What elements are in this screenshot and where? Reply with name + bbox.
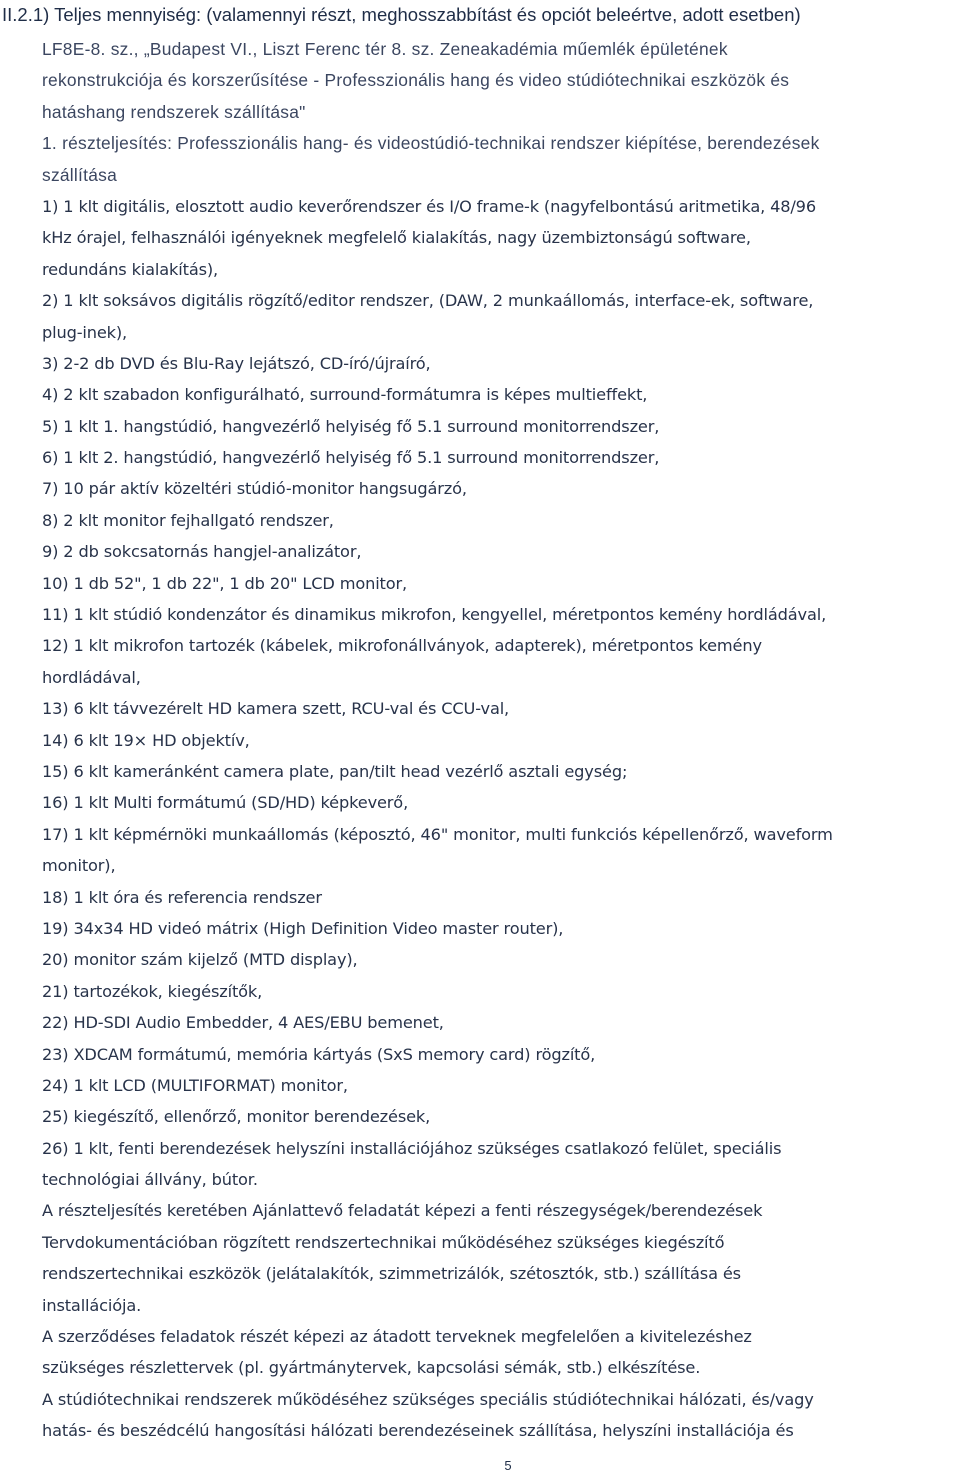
- text-line: 7) 10 pár aktív közeltéri stúdió-monitor hangsugárzó,: [42, 479, 467, 499]
- text-line: hatáshang rendszerek szállítása": [42, 101, 306, 122]
- text-line: szállítása: [42, 164, 117, 185]
- text-line: 17) 1 klt képmérnöki munkaállomás (képosztó, 46" monitor, multi funkciós képellenőrző, waveform: [42, 824, 833, 844]
- text-line: 16) 1 klt Multi formátumú (SD/HD) képkeverő,: [42, 793, 409, 813]
- text-line: 8) 2 klt monitor fejhallgató rendszer,: [42, 510, 334, 530]
- text-line: plug-inek),: [42, 322, 128, 342]
- text-line: 13) 6 klt távvezérelt HD kamera szett, RCU-val és CCU-val,: [42, 699, 510, 719]
- text-line: 11) 1 klt stúdió kondenzátor és dinamikus mikrofon, kengyellel, méretpontos kemény hordládával,: [42, 605, 827, 625]
- text-line: technológiai állvány, bútor.: [42, 1170, 258, 1190]
- text-line: redundáns kialakítás),: [42, 259, 219, 279]
- text-line: LF8E-8. sz., „Budapest VI., Liszt Ferenc tér 8. sz. Zeneakadémia műemlék épületének: [42, 39, 728, 59]
- text-line: 15) 6 klt kameránként camera plate, pan/tilt head vezérlő asztali egység;: [42, 761, 628, 781]
- text-line: installációja.: [42, 1295, 142, 1315]
- text-line: 9) 2 db sokcsatornás hangjel-analizátor,: [42, 542, 362, 562]
- section-heading: II.2.1) Teljes mennyiség: (valamennyi részt, meghosszabbítást és opciót beleértve, adott esetben): [2, 4, 801, 25]
- text-line: hatás- és beszédcélú hangosítási hálózati berendezéseinek szállítása, helyszíni installációja és: [42, 1421, 794, 1441]
- text-line: 12) 1 klt mikrofon tartozék (kábelek, mikrofonállványok, adapterek), méretpontos kemény: [42, 636, 762, 656]
- text-line: 19) 34x34 HD videó mátrix (High Definition Video master router),: [42, 918, 564, 938]
- text-line: A stúdiótechnikai rendszerek működéséhez szükséges speciális stúdiótechnikai hálózati, és/vagy: [42, 1389, 814, 1409]
- text-line: A részteljesítés keretében Ajánlattevő feladatát képezi a fenti részegységek/berendezések: [42, 1201, 763, 1221]
- page-number: 5: [504, 1458, 512, 1473]
- text-line: 21) tartozékok, kiegészítők,: [42, 981, 263, 1001]
- text-line: 20) monitor szám kijelző (MTD display),: [42, 950, 358, 970]
- text-line: A szerződéses feladatok részét képezi az átadott terveknek megfelelően a kivitelezéshez: [42, 1327, 752, 1347]
- text-line: 22) HD-SDI Audio Embedder, 4 AES/EBU bemenet,: [42, 1013, 444, 1033]
- text-line: 23) XDCAM formátumú, memória kártyás (SxS memory card) rögzítő,: [42, 1044, 596, 1064]
- text-line: 5) 1 klt 1. hangstúdió, hangvezérlő helyiség fő 5.1 surround monitorrendszer,: [42, 416, 660, 436]
- text-line: 14) 6 klt 19× HD objektív,: [42, 730, 250, 750]
- text-line: 2) 1 klt soksávos digitális rögzítő/editor rendszer, (DAW, 2 munkaállomás, interface-ek, software,: [42, 291, 814, 311]
- text-line: 4) 2 klt szabadon konfigurálható, surround-formátumra is képes multieffekt,: [42, 385, 648, 405]
- text-line: Tervdokumentációban rögzített rendszertechnikai működéséhez szükséges kiegészítő: [42, 1232, 725, 1252]
- text-line: rendszertechnikai eszközök (jelátalakítók, szimmetrizálók, szétosztók, stb.) szállítása és: [42, 1264, 741, 1284]
- text-line: 6) 1 klt 2. hangstúdió, hangvezérlő helyiség fő 5.1 surround monitorrendszer,: [42, 448, 660, 468]
- text-line: 18) 1 klt óra és referencia rendszer: [42, 887, 322, 907]
- text-line: 24) 1 klt LCD (MULTIFORMAT) monitor,: [42, 1075, 348, 1095]
- text-line: szükséges részlettervek (pl. gyártmánytervek, kapcsolási sémák, stb.) elkészítése.: [42, 1358, 701, 1378]
- text-line: rekonstrukciója és korszerűsítése - Professzionális hang és video stúdiótechnikai eszközök és: [42, 70, 790, 91]
- text-line: 3) 2-2 db DVD és Blu-Ray lejátszó, CD-író/újraíró,: [42, 353, 431, 373]
- text-line: kHz órajel, felhasználói igényeknek megfelelő kialakítás, nagy üzembiztonságú software,: [42, 228, 751, 248]
- text-line: 26) 1 klt, fenti berendezések helyszíni installációjához szükséges csatlakozó felület, speciális: [42, 1138, 782, 1158]
- text-line: 25) kiegészítő, ellenőrző, monitor berendezések,: [42, 1107, 431, 1127]
- document-body: [42, 34, 960, 1447]
- text-line: 1. részteljesítés: Professzionális hang- és videostúdió-technikai rendszer kiépítése, berendezések: [42, 133, 820, 154]
- text-line: monitor),: [42, 856, 116, 876]
- text-line: hordládával,: [42, 667, 141, 687]
- text-line: 10) 1 db 52", 1 db 22", 1 db 20" LCD monitor,: [42, 573, 408, 593]
- text-line: 1) 1 klt digitális, elosztott audio keverőrendszer és I/O frame-k (nagyfelbontású aritmetika, 48/96: [42, 196, 816, 216]
